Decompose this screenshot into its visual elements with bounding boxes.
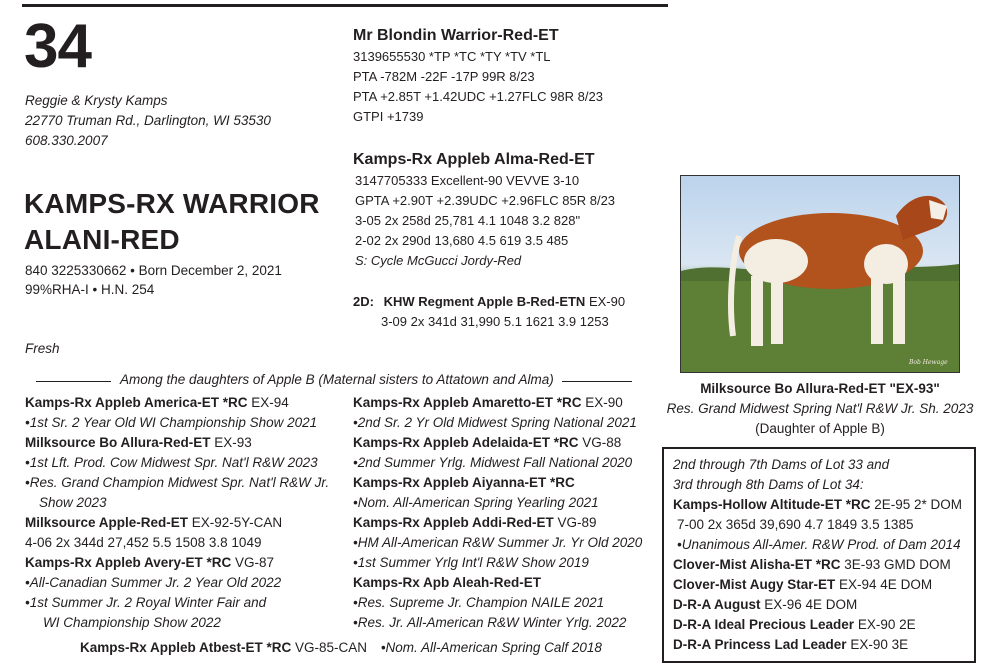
animal-rha-hn: 99%RHA-I • H.N. 254 — [25, 282, 155, 297]
daughter-name: Kamps-Rx Apb Aleah-Red-ET — [353, 575, 542, 590]
maternal-dams-box — [662, 447, 976, 663]
dam-block — [353, 149, 615, 271]
daughter-award: •1st Summer Jr. 2 Royal Winter Fair and — [25, 595, 267, 610]
dam-name: Kamps-Rx Appleb Alma-Red-ET — [353, 151, 595, 168]
daughter-award: •Nom. All-American Spring Yearling 2021 — [353, 495, 599, 510]
divider-rule-right — [562, 381, 632, 382]
dam-score: 3E-93 GMD DOM — [840, 557, 951, 572]
animal-name-line1: KAMPS-RX WARRIOR — [24, 188, 320, 219]
box-title-1: 2nd through 7th Dams of Lot 33 and — [673, 457, 890, 472]
photo-caption — [660, 379, 980, 439]
cow-photo — [680, 175, 960, 373]
second-dam-label: 2D: — [353, 294, 374, 309]
photo-caption-name: Milksource Bo Allura-Red-ET "EX-93" — [700, 381, 940, 396]
second-dam-record: 3-09 2x 341d 31,990 5.1 1621 3.9 1253 — [381, 314, 609, 329]
daughter-score: VG-87 — [231, 555, 275, 570]
animal-status: Fresh — [25, 341, 60, 356]
daughter-score: EX-94 — [247, 395, 289, 410]
consignor-address: 22770 Truman Rd., Darlington, WI 53530 — [25, 113, 271, 128]
sire-block — [353, 25, 603, 127]
sire-line-2: PTA -782M -22F -17P 99R 8/23 — [353, 69, 535, 84]
dam-line-3: 3-05 2x 258d 25,781 4.1 1048 3.2 828" — [355, 213, 581, 228]
daughter-name: Kamps-Rx Appleb America-ET *RC — [25, 395, 248, 410]
consignor-info — [25, 91, 271, 151]
second-dam-score: EX-90 — [585, 294, 626, 309]
daughters-middle-column — [353, 393, 642, 633]
daughter-award: •1st Lft. Prod. Cow Midwest Spr. Nat'l R&W 2023 — [25, 455, 318, 470]
dam-name: Kamps-Hollow Altitude-ET *RC — [673, 497, 871, 512]
daughter-name: Kamps-Rx Appleb Avery-ET *RC — [25, 555, 232, 570]
dam-line-2: GPTA +2.90T +2.39UDC +2.96FLC 85R 8/23 — [355, 193, 616, 208]
dam-score: EX-96 4E DOM — [760, 597, 858, 612]
daughter-score: VG-88 — [578, 435, 622, 450]
daughter-score: EX-90 — [581, 395, 623, 410]
dam-award: •Unanimous All-Amer. R&W Prod. of Dam 2014 — [677, 537, 961, 552]
daughter-award: Show 2023 — [39, 495, 107, 510]
daughter-name: Kamps-Rx Appleb Adelaida-ET *RC — [353, 435, 579, 450]
box-title-2: 3rd through 8th Dams of Lot 34: — [673, 477, 864, 492]
daughter-score: EX-93 — [210, 435, 252, 450]
sire-line-4: GTPI +1739 — [353, 109, 424, 124]
dam-line-1: 3147705333 Excellent-90 VEVVE 3-10 — [355, 173, 580, 188]
daughter-score: VG-89 — [553, 515, 597, 530]
dam-name: Clover-Mist Alisha-ET *RC — [673, 557, 841, 572]
daughter-name: Milksource Apple-Red-ET — [25, 515, 189, 530]
top-rule — [22, 4, 668, 7]
photo-signature: Bob Hewage — [909, 359, 948, 366]
animal-info — [25, 261, 282, 299]
daughter-award: •Nom. All-American Spring Calf 2018 — [380, 640, 602, 655]
daughter-award: WI Championship Show 2022 — [43, 615, 221, 630]
daughters-left-column — [25, 393, 329, 633]
second-dam-block — [353, 292, 625, 332]
dam-name: Clover-Mist Augy Star-ET — [673, 577, 836, 592]
sire-name: Mr Blondin Warrior-Red-ET — [353, 27, 559, 44]
daughter-award: •HM All-American R&W Summer Jr. Yr Old 2020 — [353, 535, 643, 550]
animal-name-line2: ALANI-RED — [24, 224, 180, 255]
lot-number: 34 — [24, 12, 91, 81]
daughter-award: •1st Sr. 2 Year Old WI Championship Show 2021 — [25, 415, 318, 430]
daughter-award: •2nd Sr. 2 Yr Old Midwest Spring National 2021 — [353, 415, 637, 430]
animal-name — [24, 186, 320, 258]
dam-name: D-R-A Ideal Precious Leader — [673, 617, 855, 632]
dam-score: EX-90 3E — [846, 637, 909, 652]
daughter-name: Kamps-Rx Appleb Addi-Red-ET — [353, 515, 554, 530]
sire-line-1: 3139655530 *TP *TC *TY *TV *TL — [353, 49, 551, 64]
daughter-award: •All-Canadian Summer Jr. 2 Year Old 2022 — [25, 575, 282, 590]
photo-caption-award: Res. Grand Midwest Spring Nat'l R&W Jr. Sh. 2023 — [666, 401, 974, 416]
dam-score: 2E-95 2* DOM — [870, 497, 963, 512]
divider-text: Among the daughters of Apple B (Maternal sisters to Attatown and Alma) — [120, 372, 554, 387]
daughter-score: VG-85-CAN — [291, 640, 368, 655]
dam-record: 7-00 2x 365d 39,690 4.7 1849 3.5 1385 — [677, 517, 914, 532]
daughter-name: Kamps-Rx Appleb Atbest-ET *RC — [80, 640, 292, 655]
bottom-daughter-line — [80, 640, 602, 655]
photo-caption-note: (Daughter of Apple B) — [755, 421, 885, 436]
cow-illustration — [681, 176, 959, 372]
daughter-name: Milksource Bo Allura-Red-ET — [25, 435, 211, 450]
second-dam-name: KHW Regment Apple B-Red-ETN — [383, 294, 586, 309]
divider-rule-left — [36, 381, 111, 382]
consignor-name: Reggie & Krysty Kamps — [25, 93, 168, 108]
second-dam-header — [353, 292, 625, 312]
daughter-award: •1st Summer Yrlg Int'l R&W Show 2019 — [353, 555, 589, 570]
daughter-record: 4-06 2x 344d 27,452 5.5 1508 3.8 1049 — [25, 535, 262, 550]
dam-name: D-R-A Princess Lad Leader — [673, 637, 847, 652]
dam-score: EX-90 2E — [854, 617, 916, 632]
dam-sire: S: Cycle McGucci Jordy-Red — [355, 253, 522, 268]
daughter-award: •2nd Summer Yrlg. Midwest Fall National 2020 — [353, 455, 633, 470]
sire-line-3: PTA +2.85T +1.42UDC +1.27FLC 98R 8/23 — [353, 89, 603, 104]
dam-score: EX-94 4E DOM — [835, 577, 933, 592]
dam-line-4: 2-02 2x 290d 13,680 4.5 619 3.5 485 — [355, 233, 569, 248]
animal-reg-born: 840 3225330662 • Born December 2, 2021 — [25, 263, 282, 278]
daughter-name: Kamps-Rx Appleb Amaretto-ET *RC — [353, 395, 582, 410]
daughter-name: Kamps-Rx Appleb Aiyanna-ET *RC — [353, 475, 575, 490]
maternal-dams-content — [673, 455, 962, 655]
dam-name: D-R-A August — [673, 597, 761, 612]
daughter-award: •Res. Supreme Jr. Champion NAILE 2021 — [353, 595, 605, 610]
daughter-award: •Res. Jr. All-American R&W Winter Yrlg. 2022 — [353, 615, 627, 630]
daughter-award: •Res. Grand Champion Midwest Spr. Nat'l R&W Jr. — [25, 475, 330, 490]
consignor-phone: 608.330.2007 — [25, 133, 108, 148]
daughter-score: EX-92-5Y-CAN — [188, 515, 283, 530]
